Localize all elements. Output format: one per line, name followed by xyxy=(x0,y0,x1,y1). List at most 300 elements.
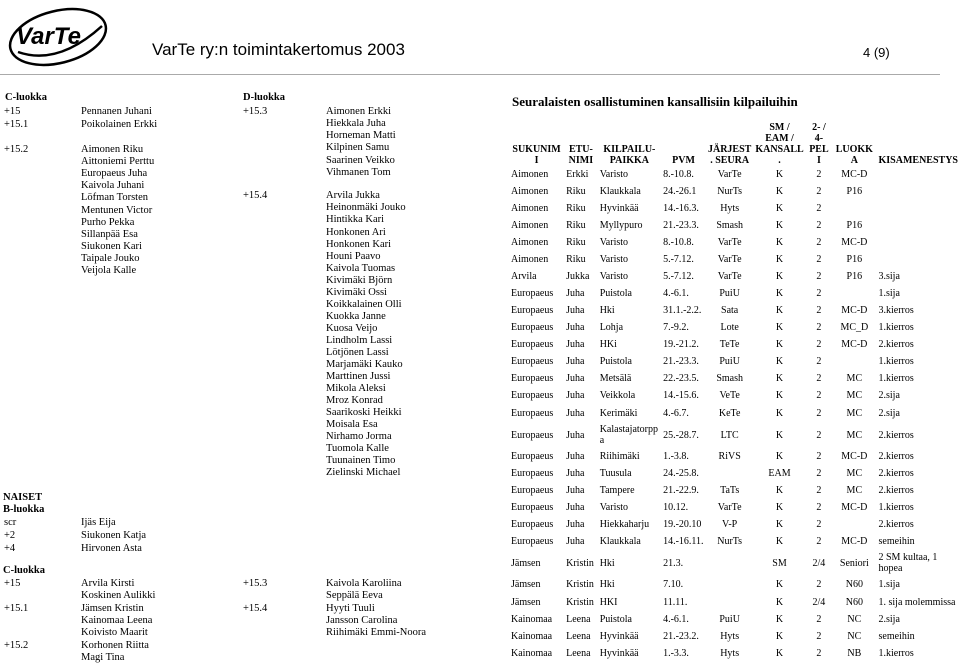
table-cell: Aimonen xyxy=(509,183,564,200)
table-cell: 2 xyxy=(806,217,832,234)
table-cell: MC-D xyxy=(832,336,876,353)
table-cell xyxy=(877,183,960,200)
table-cell: 10.12. xyxy=(661,499,706,516)
table-cell: MC-D xyxy=(832,533,876,550)
column-header xyxy=(661,133,706,144)
table-cell: 5.-7.12. xyxy=(661,251,706,268)
table-cell: Europaeus xyxy=(509,387,564,404)
table-cell: 2 xyxy=(806,268,832,285)
column-header xyxy=(877,133,960,144)
table-row xyxy=(509,465,960,482)
column-header: PAIKKA xyxy=(598,155,661,166)
table-cell: 3.sija xyxy=(877,268,960,285)
table-row xyxy=(509,645,960,662)
table-row xyxy=(509,516,960,533)
table-cell: K xyxy=(753,611,805,628)
table-cell: 2 xyxy=(806,533,832,550)
table-cell: 2.kierros xyxy=(877,336,960,353)
table-cell: Varisto xyxy=(598,268,661,285)
table-cell: K xyxy=(753,251,805,268)
table-cell: 2 xyxy=(806,628,832,645)
table-cell: Jämsen xyxy=(509,550,564,576)
table-cell: Hyts xyxy=(706,645,753,662)
table-cell: Juha xyxy=(564,465,598,482)
table-cell: Europaeus xyxy=(509,533,564,550)
table-cell: Klaukkala xyxy=(598,533,661,550)
table-cell: Hyts xyxy=(706,628,753,645)
table-cell: V-P xyxy=(706,516,753,533)
ranking-entry: Kainomaa Leena xyxy=(81,615,152,627)
table-cell: 2 xyxy=(806,465,832,482)
table-cell: 1.kierros xyxy=(877,353,960,370)
table-cell: PuiU xyxy=(706,285,753,302)
column-header: PVM xyxy=(661,155,706,166)
ranking-entry: Siukonen Kari xyxy=(81,241,142,253)
header-row xyxy=(509,144,960,155)
table-cell: MC-D xyxy=(832,448,876,465)
ranking-entry: +15 xyxy=(4,106,20,118)
ranking-entry: Tuunainen Timo xyxy=(326,455,395,467)
table-cell: Europaeus xyxy=(509,482,564,499)
table-cell: VeTe xyxy=(706,387,753,404)
table-cell: SM xyxy=(753,550,805,576)
table-cell xyxy=(706,593,753,611)
column-header xyxy=(877,122,960,133)
table-cell: 2 xyxy=(806,499,832,516)
table-cell: 2.kierros xyxy=(877,482,960,499)
table-cell: NurTs xyxy=(706,533,753,550)
table-cell: MC xyxy=(832,465,876,482)
table-cell: K xyxy=(753,593,805,611)
table-cell: Juha xyxy=(564,482,598,499)
table-row xyxy=(509,183,960,200)
table-cell: VarTe xyxy=(706,166,753,183)
ranking-entry: Kivimäki Ossi xyxy=(326,287,387,299)
table-cell: Riku xyxy=(564,251,598,268)
table-cell: Juha xyxy=(564,499,598,516)
table-cell: VarTe xyxy=(706,251,753,268)
ranking-entry: Hintikka Kari xyxy=(326,214,384,226)
table-cell: 2 xyxy=(806,404,832,422)
column-header xyxy=(706,133,753,144)
ranking-entry: Mroz Konrad xyxy=(326,395,383,407)
table-cell xyxy=(706,576,753,593)
table-cell xyxy=(877,234,960,251)
column-header: PEL xyxy=(806,144,832,155)
table-cell: K xyxy=(753,499,805,516)
table-cell: K xyxy=(753,533,805,550)
table-cell: Juha xyxy=(564,533,598,550)
ranking-entry: Veijola Kalle xyxy=(81,265,136,277)
table-cell xyxy=(832,200,876,217)
table-cell: P16 xyxy=(832,217,876,234)
table-cell: Juha xyxy=(564,370,598,387)
table-cell: PuiU xyxy=(706,611,753,628)
participation-table xyxy=(509,122,960,662)
table-cell: 2.sija xyxy=(877,404,960,422)
table-cell: 7.-9.2. xyxy=(661,319,706,336)
ranking-entry: +15.2 xyxy=(4,144,28,156)
table-cell xyxy=(877,200,960,217)
table-cell xyxy=(832,516,876,533)
ranking-entry: Kilpinen Samu xyxy=(326,142,389,154)
ranking-entry: Arvila Kirsti xyxy=(81,578,134,590)
ranking-entry: Marttinen Jussi xyxy=(326,371,390,383)
table-cell: 2 xyxy=(806,285,832,302)
table-cell: 2 SM kultaa, 1 hopea xyxy=(877,550,960,576)
table-cell: 2 xyxy=(806,319,832,336)
table-cell xyxy=(832,285,876,302)
table-cell: 1.kierros xyxy=(877,370,960,387)
table-cell: NB xyxy=(832,645,876,662)
table-cell: 2/4 xyxy=(806,550,832,576)
table-cell: 8.-10.8. xyxy=(661,234,706,251)
table-cell: Europaeus xyxy=(509,422,564,448)
table-cell: 19.-21.2. xyxy=(661,336,706,353)
table-cell xyxy=(706,465,753,482)
table-row xyxy=(509,268,960,285)
ranking-entry: Nirhamo Jorma xyxy=(326,431,392,443)
table-cell: Puistola xyxy=(598,353,661,370)
table-cell: Europaeus xyxy=(509,302,564,319)
table-row xyxy=(509,200,960,217)
table-row xyxy=(509,370,960,387)
table-row xyxy=(509,576,960,593)
column-header: KILPAILU- xyxy=(598,144,661,155)
document-title: VarTe ry:n toimintakertomus 2003 xyxy=(152,40,405,60)
table-row xyxy=(509,422,960,448)
table-cell: Hiekkaharju xyxy=(598,516,661,533)
table-cell: RiVS xyxy=(706,448,753,465)
table-cell: Juha xyxy=(564,422,598,448)
table-cell: MC-D xyxy=(832,302,876,319)
column-header: KANSALL xyxy=(753,144,805,155)
table-cell: MC xyxy=(832,404,876,422)
table-cell: Europaeus xyxy=(509,285,564,302)
table-cell: Smash xyxy=(706,217,753,234)
table-cell: 21.-22.9. xyxy=(661,482,706,499)
table-cell: Europaeus xyxy=(509,353,564,370)
table-cell: Sata xyxy=(706,302,753,319)
table-cell: K xyxy=(753,645,805,662)
table-cell: 1.kierros xyxy=(877,499,960,516)
table-cell: K xyxy=(753,628,805,645)
table-cell: Klaukkala xyxy=(598,183,661,200)
table-cell: 7.10. xyxy=(661,576,706,593)
table-cell: Jämsen xyxy=(509,576,564,593)
ranking-entry: Saarikoski Heikki xyxy=(326,407,402,419)
table-cell: K xyxy=(753,166,805,183)
table-cell: Puistola xyxy=(598,285,661,302)
table-cell: 2 xyxy=(806,200,832,217)
column-header: 2- / xyxy=(806,122,832,133)
column-header: A xyxy=(832,155,876,166)
ranking-entry: Koikkalainen Olli xyxy=(326,299,402,311)
table-row xyxy=(509,628,960,645)
ranking-entry: Seppälä Eeva xyxy=(326,590,383,602)
logo-text: VarTe xyxy=(16,23,81,50)
ranking-entry: +15.1 xyxy=(4,603,28,615)
page-number: 4 (9) xyxy=(863,45,890,60)
table-cell: 11.11. xyxy=(661,593,706,611)
ranking-entry: Jansson Carolina xyxy=(326,615,397,627)
table-cell: 2 xyxy=(806,387,832,404)
table-cell: K xyxy=(753,422,805,448)
column-header xyxy=(877,144,960,155)
table-cell: Seniori xyxy=(832,550,876,576)
table-cell: Varisto xyxy=(598,499,661,516)
ranking-entry: Jämsen Kristin xyxy=(81,603,144,615)
table-cell: Hki xyxy=(598,302,661,319)
participation-heading: Seuralaisten osallistuminen kansallisiin kilpailuihin xyxy=(512,94,798,110)
table-cell: MC xyxy=(832,387,876,404)
ranking-entry: Tuomola Kalle xyxy=(326,443,389,455)
table-cell: Kainomaa xyxy=(509,611,564,628)
table-cell: Riihimäki xyxy=(598,448,661,465)
table-cell: 14.-16.3. xyxy=(661,200,706,217)
table-cell: MC-D xyxy=(832,499,876,516)
table-cell: 21.-23.2. xyxy=(661,628,706,645)
table-cell: Europaeus xyxy=(509,448,564,465)
table-cell: 2 xyxy=(806,516,832,533)
table-cell: 4.-6.1. xyxy=(661,611,706,628)
column-header xyxy=(661,144,706,155)
table-cell xyxy=(706,550,753,576)
table-cell: Riku xyxy=(564,234,598,251)
table-cell: 2/4 xyxy=(806,593,832,611)
table-cell: K xyxy=(753,200,805,217)
ranking-entry: Siukonen Katja xyxy=(81,530,146,542)
table-cell: Juha xyxy=(564,302,598,319)
table-cell: 22.-23.5. xyxy=(661,370,706,387)
table-cell: Hyts xyxy=(706,200,753,217)
ranking-entry: Mikola Aleksi xyxy=(326,383,386,395)
table-cell: Hyvinkää xyxy=(598,645,661,662)
table-cell: 1.-3.3. xyxy=(661,645,706,662)
column-header: SM / xyxy=(753,122,805,133)
column-header: LUOKK xyxy=(832,144,876,155)
table-row xyxy=(509,387,960,404)
column-header xyxy=(832,122,876,133)
ranking-entry: Koivisto Maarit xyxy=(81,627,148,639)
table-cell: Jämsen xyxy=(509,593,564,611)
column-header xyxy=(509,133,564,144)
table-cell: NurTs xyxy=(706,183,753,200)
table-row xyxy=(509,353,960,370)
ranking-entry: Europaeus Juha xyxy=(81,168,147,180)
column-header: NIMI xyxy=(564,155,598,166)
ranking-entry: Taipale Jouko xyxy=(81,253,139,265)
ranking-entry: Ijäs Eija xyxy=(81,517,116,529)
table-cell: Juha xyxy=(564,336,598,353)
table-cell: TeTe xyxy=(706,336,753,353)
table-cell: 1.-3.8. xyxy=(661,448,706,465)
table-cell: Europaeus xyxy=(509,499,564,516)
table-cell: VarTe xyxy=(706,268,753,285)
table-cell: VarTe xyxy=(706,234,753,251)
ranking-entry: Kaivola Tuomas xyxy=(326,263,395,275)
table-cell: K xyxy=(753,183,805,200)
table-cell: Lote xyxy=(706,319,753,336)
ranking-entry: Koskinen Aulikki xyxy=(81,590,155,602)
table-cell: Varisto xyxy=(598,166,661,183)
ranking-entry: Purho Pekka xyxy=(81,217,134,229)
column-header: I xyxy=(806,155,832,166)
table-cell xyxy=(877,251,960,268)
ranking-entry: Riihimäki Emmi-Noora xyxy=(326,627,426,639)
participation-table-header xyxy=(509,122,960,166)
table-cell: K xyxy=(753,302,805,319)
ranking-entry: Arvila Jukka xyxy=(326,190,380,202)
column-header: I xyxy=(509,155,564,166)
table-cell: Leena xyxy=(564,628,598,645)
table-cell: HKi xyxy=(598,336,661,353)
section-heading: B-luokka xyxy=(3,504,44,516)
table-cell: 2 xyxy=(806,183,832,200)
table-cell: MC_D xyxy=(832,319,876,336)
section-heading: NAISET xyxy=(3,492,42,504)
table-cell: Puistola xyxy=(598,611,661,628)
table-cell: Aimonen xyxy=(509,251,564,268)
section-heading: C-luokka xyxy=(5,92,47,104)
table-cell: K xyxy=(753,353,805,370)
table-cell: 14.-15.6. xyxy=(661,387,706,404)
ranking-entry: Pennanen Juhani xyxy=(81,106,152,118)
table-cell: 2 xyxy=(806,611,832,628)
ranking-entry: scr xyxy=(4,517,16,529)
ranking-entry: Hiekkala Juha xyxy=(326,118,386,130)
table-cell: 1.kierros xyxy=(877,319,960,336)
table-cell: Kristin xyxy=(564,550,598,576)
table-cell: 8.-10.8. xyxy=(661,166,706,183)
table-cell: Varisto xyxy=(598,251,661,268)
ranking-entry: Honkonen Kari xyxy=(326,239,391,251)
table-cell: K xyxy=(753,234,805,251)
table-cell: Juha xyxy=(564,404,598,422)
ranking-entry: Vihmanen Tom xyxy=(326,167,391,179)
table-row xyxy=(509,336,960,353)
table-row xyxy=(509,448,960,465)
table-row xyxy=(509,533,960,550)
table-cell: semeihin xyxy=(877,533,960,550)
table-cell: P16 xyxy=(832,268,876,285)
table-cell: Kainomaa xyxy=(509,628,564,645)
table-row xyxy=(509,302,960,319)
header-rule xyxy=(0,74,940,75)
table-cell: 24.-25.8. xyxy=(661,465,706,482)
table-cell: Europaeus xyxy=(509,319,564,336)
column-header xyxy=(661,122,706,133)
column-header: KISAMENESTYS xyxy=(877,155,960,166)
table-cell: Lohja xyxy=(598,319,661,336)
table-cell: 2 xyxy=(806,645,832,662)
table-cell: Kerimäki xyxy=(598,404,661,422)
table-cell: MC xyxy=(832,422,876,448)
table-cell: N60 xyxy=(832,576,876,593)
column-header: SUKUNIM xyxy=(509,144,564,155)
table-row xyxy=(509,404,960,422)
table-row xyxy=(509,611,960,628)
table-cell: 31.1.-2.2. xyxy=(661,302,706,319)
table-cell: K xyxy=(753,217,805,234)
table-row xyxy=(509,251,960,268)
table-cell: Aimonen xyxy=(509,200,564,217)
ranking-entry: Marjamäki Kauko xyxy=(326,359,403,371)
table-cell: 2.kierros xyxy=(877,448,960,465)
table-cell: Varisto xyxy=(598,234,661,251)
ranking-entry: +15.2 xyxy=(4,640,28,652)
column-header: EAM / xyxy=(753,133,805,144)
table-cell: Aimonen xyxy=(509,166,564,183)
table-cell: semeihin xyxy=(877,628,960,645)
table-row xyxy=(509,217,960,234)
table-cell: MC xyxy=(832,370,876,387)
table-cell: TaTs xyxy=(706,482,753,499)
table-cell: 2.kierros xyxy=(877,422,960,448)
table-cell: EAM xyxy=(753,465,805,482)
table-cell: K xyxy=(753,404,805,422)
table-cell: 2 xyxy=(806,353,832,370)
table-cell: Kalastajatorpp a xyxy=(598,422,661,448)
table-cell: Aimonen xyxy=(509,217,564,234)
table-cell: Smash xyxy=(706,370,753,387)
ranking-entry: +2 xyxy=(4,530,15,542)
table-row xyxy=(509,166,960,183)
table-cell: P16 xyxy=(832,251,876,268)
ranking-entry: +15 xyxy=(4,578,20,590)
table-cell: K xyxy=(753,319,805,336)
ranking-entry: Horneman Matti xyxy=(326,130,396,142)
table-cell: Europaeus xyxy=(509,465,564,482)
table-cell: Hki xyxy=(598,576,661,593)
table-cell: N60 xyxy=(832,593,876,611)
table-cell: Europaeus xyxy=(509,370,564,387)
section-heading: D-luokka xyxy=(243,92,285,104)
header-row xyxy=(509,155,960,166)
table-cell: KeTe xyxy=(706,404,753,422)
ranking-entry: Aimonen Riku xyxy=(81,144,143,156)
table-cell: Juha xyxy=(564,516,598,533)
table-cell: K xyxy=(753,285,805,302)
table-cell: 24.-26.1 xyxy=(661,183,706,200)
table-cell: HKI xyxy=(598,593,661,611)
column-header xyxy=(564,122,598,133)
table-cell: MC xyxy=(832,482,876,499)
table-cell: Tampere xyxy=(598,482,661,499)
ranking-entry: +4 xyxy=(4,543,15,555)
header-row xyxy=(509,122,960,133)
table-cell: 2 xyxy=(806,448,832,465)
table-cell: Kainomaa xyxy=(509,645,564,662)
table-cell: 21.-23.3. xyxy=(661,217,706,234)
column-header xyxy=(832,133,876,144)
table-cell: 19.-20.10 xyxy=(661,516,706,533)
ranking-entry: Honkonen Ari xyxy=(326,227,386,239)
table-cell: 2 xyxy=(806,576,832,593)
ranking-entry: Hirvonen Asta xyxy=(81,543,142,555)
ranking-entry: Saarinen Veikko xyxy=(326,155,395,167)
ranking-entry: Kuokka Janne xyxy=(326,311,386,323)
table-cell: K xyxy=(753,268,805,285)
ranking-entry: Zielinski Michael xyxy=(326,467,400,479)
column-header: JÄRJEST xyxy=(706,144,753,155)
table-cell: Veikkola xyxy=(598,387,661,404)
ranking-entry: Aimonen Erkki xyxy=(326,106,391,118)
table-cell: 2 xyxy=(806,166,832,183)
ranking-entry: Kaivola Karoliina xyxy=(326,578,402,590)
ranking-entry: Hyyti Tuuli xyxy=(326,603,375,615)
table-cell: 1.kierros xyxy=(877,645,960,662)
